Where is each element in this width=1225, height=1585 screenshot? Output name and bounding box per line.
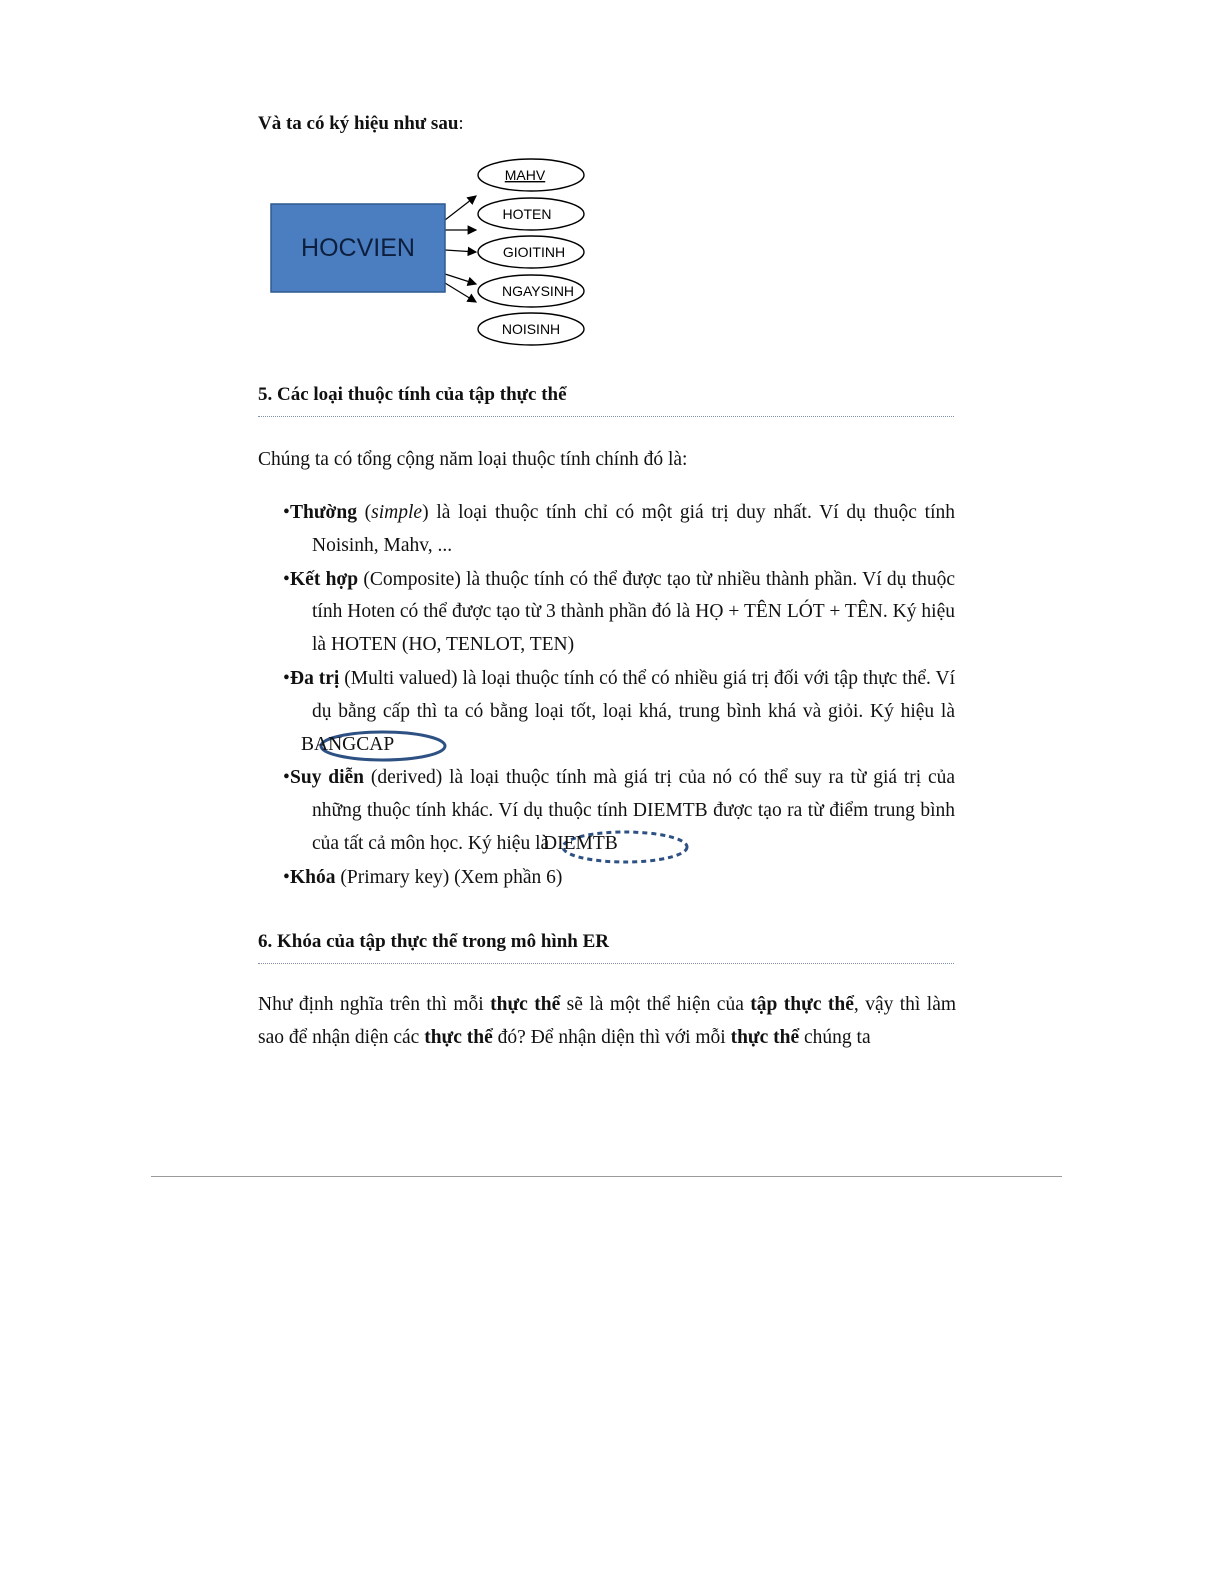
list-item: •Khóa (Primary key) (Xem phần 6) xyxy=(283,866,563,888)
list-item: •Kết hợp (Composite) là thuộc tính có thể được tạo từ nhiều thành phần. Ví dụ thuộc tính Hoten có thể được tạo từ 3 thành phần đó là HỌ + TÊN LÓT + TÊN. Ký hiệu là HOTEN (HO, TENLOT, TEN) xyxy=(283,568,955,656)
note-simple: simple xyxy=(371,502,423,523)
derived-symbol-label: DIEMTB xyxy=(543,832,618,854)
para-text: đó? Để nhận diện thì với mỗi xyxy=(492,1027,731,1048)
section6-paragraph xyxy=(258,988,956,1054)
er-diagram xyxy=(262,152,602,362)
section5-rule xyxy=(258,416,954,417)
para-bold: tập thực thể xyxy=(750,994,854,1015)
term-multivalued: Đa trị xyxy=(290,667,340,689)
multivalued-symbol-label: BANGCAP xyxy=(301,733,395,755)
term-derived: Suy diễn xyxy=(290,767,365,789)
term-key: Khóa xyxy=(290,866,336,888)
arrow-ngaysinh xyxy=(445,274,476,284)
derived-symbol xyxy=(543,831,626,857)
attr-label-mahv: MAHV xyxy=(504,167,546,183)
page-footer-rule xyxy=(151,1176,1062,1177)
para-text: Như định nghĩa trên thì mỗi xyxy=(258,994,491,1015)
desc-multivalued: (Multi valued) là loại thuộc tính có thể có nhiều giá trị đối với tập thực thể. Ví dụ bằng cấp thì ta có bằng loại tốt, loại khá, trung bình khá và giỏi. Ký hiệu là xyxy=(312,667,956,722)
intro-text: Và ta có ký hiệu như sau xyxy=(258,113,459,134)
attr-label-ngaysinh: NGAYSINH xyxy=(501,283,575,299)
arrow-gioitinh xyxy=(445,250,476,252)
arrow-noisinh xyxy=(445,283,476,302)
list-item: •Suy diễn (derived) là loại thuộc tính mà giá trị của nó có thể suy ra từ giá trị của những thuộc tính khác. Ví dụ thuộc tính DIEMTB được tạo ra từ điểm trung bình của tất cả môn học. Ký hiệu là DIEMTB xyxy=(283,762,955,860)
entity-label: HOCVIEN xyxy=(301,234,415,262)
intro-line xyxy=(258,113,464,135)
term-composite: Kết hợp xyxy=(290,568,359,590)
desc-composite: (Composite) là thuộc tính có thể được tạo từ nhiều thành phần. Ví dụ thuộc tính Hoten có thể được tạo từ 3 thành phần đó là HỌ + TÊN LÓT + TÊN. Ký hiệu là HOTEN (HO, TENLOT, TEN) xyxy=(312,568,955,656)
section5-intro: Chúng ta có tổng cộng năm loại thuộc tính chính đó là: xyxy=(258,449,688,470)
section6-rule xyxy=(258,963,954,964)
para-text: sẽ là một thể hiện của xyxy=(560,994,751,1015)
para-text: chúng ta xyxy=(799,1027,871,1048)
multivalued-symbol xyxy=(301,732,402,758)
para-bold: thực thể xyxy=(490,994,561,1015)
desc-key: (Primary key) (Xem phần 6) xyxy=(340,866,563,888)
section6-heading: 6. Khóa của tập thực thể trong mô hình ER xyxy=(258,931,609,952)
attr-label-gioitinh: GIOITINH xyxy=(502,244,566,260)
section5-heading: 5. Các loại thuộc tính của tập thực thể xyxy=(258,384,567,405)
attr-label-noisinh: NOISINH xyxy=(501,321,561,337)
attr-label-hoten: HOTEN xyxy=(502,206,552,222)
intro-colon: : xyxy=(458,113,464,134)
para-bold: thực thể xyxy=(424,1027,493,1048)
desc-simple: là loại thuộc tính chỉ có một giá trị duy nhất. Ví dụ thuộc tính Noisinh, Mahv, ... xyxy=(312,502,955,556)
para-text: , vậy thì làm sao để nhận diện các xyxy=(258,994,957,1048)
attribute-types-list xyxy=(283,497,955,896)
list-item: •Thường (simple) là loại thuộc tính chỉ có một giá trị duy nhất. Ví dụ thuộc tính Noisinh, Mahv, ... xyxy=(283,502,955,556)
term-simple: Thường xyxy=(290,502,357,523)
list-item: •Đa trị (Multi valued) là loại thuộc tính có thể có nhiều giá trị đối với tập thực thể. Ví dụ bằng cấp thì ta có bằng loại tốt, loại khá, trung bình khá và giỏi. Ký hiệu là BANGCAP xyxy=(283,663,955,761)
arrow-mahv xyxy=(445,196,476,220)
para-bold: thực thể xyxy=(730,1027,800,1048)
desc-derived: (derived) là loại thuộc tính mà giá trị của nó có thể suy ra từ giá trị của những thuộc tính khác. Ví dụ thuộc tính DIEMTB được tạo ra từ điểm trung bình của tất cả môn học. Ký hiệu là xyxy=(312,767,956,854)
